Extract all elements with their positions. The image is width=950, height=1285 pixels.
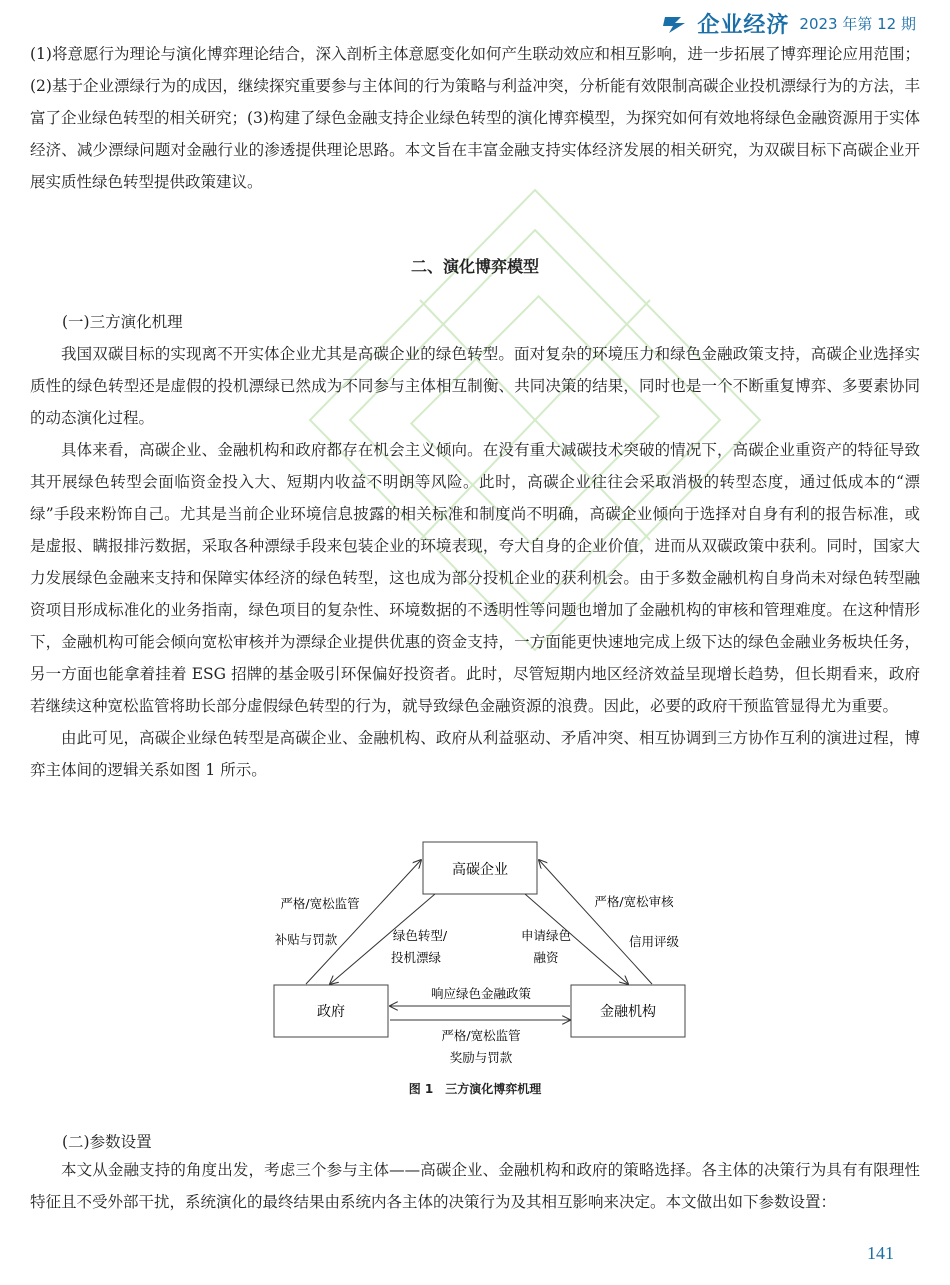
node-finance: 金融机构: [600, 1004, 656, 1020]
node-enterprise: 高碳企业: [452, 862, 508, 878]
intro-block: [30, 38, 920, 198]
subsection-1-body: [30, 338, 920, 786]
label-ent-to-gov-1: 绿色转型/: [392, 928, 448, 943]
body-paragraph-1: 我国双碳目标的实现离不开实体企业尤其是高碳企业的绿色转型。面对复杂的环境压力和绿色金融政策支持，高碳企业选择实质性的绿色转型还是虚假的投机漂绿已然成为不同参与主体相互制衡、共同决策的结果，同时也是一个不断重复博弈、多要素协同的动态演化过程。: [30, 345, 920, 427]
subsection-title-1: (一)三方演化机理: [62, 313, 183, 331]
label-gov-to-fin-2: 奖励与罚款: [449, 1050, 513, 1065]
label-ent-to-fin-2: 融资: [533, 950, 559, 965]
journal-issue: 2023 年第 12 期: [799, 15, 916, 33]
figure-1-diagram: [0, 828, 950, 1108]
label-gov-to-ent-2: 补贴与罚款: [274, 932, 338, 947]
page-number: 141: [867, 1243, 894, 1263]
section-title: 二、演化博弈模型: [410, 257, 539, 276]
label-gov-to-ent-1: 严格/宽松监管: [280, 896, 360, 911]
arrow-finance-to-enterprise: [539, 860, 652, 984]
label-ent-to-fin-1: 申请绿色: [520, 928, 572, 943]
label-fin-to-ent-2: 信用评级: [628, 934, 680, 949]
label-fin-to-ent-1: 严格/宽松审核: [594, 894, 674, 909]
journal-name: 企业经济: [697, 13, 790, 38]
subsection-2-body: [30, 1154, 920, 1218]
journal-header: [661, 8, 916, 39]
arrow-gov-to-enterprise: [306, 860, 421, 984]
label-gov-to-fin-1: 严格/宽松监管: [441, 1028, 521, 1043]
figure-caption: 图 1 三方演化博弈机理: [408, 1082, 542, 1096]
journal-logo-icon: [661, 13, 689, 35]
label-ent-to-gov-2: 投机漂绿: [390, 950, 442, 965]
node-government: 政府: [317, 1004, 345, 1020]
body-paragraph-4: 本文从金融支持的角度出发，考虑三个参与主体——高碳企业、金融机构和政府的策略选择。各主体的决策行为具有有限理性特征且不受外部干扰，系统演化的最终结果由系统内各主体的决策行为及其相互影响来决定。本文做出如下参数设置：: [30, 1161, 920, 1211]
subsection-title-2: (二)参数设置: [62, 1133, 152, 1151]
intro-paragraph: (1)将意愿行为理论与演化博弈理论结合，深入剖析主体意愿变化如何产生联动效应和相互影响，进一步拓展了博弈理论应用范围；(2)基于企业漂绿行为的成因，继续探究重要参与主体间的行为策略与利益冲突，分析能有效限制高碳企业投机漂绿行为的方法，丰富了企业绿色转型的相关研究；(3)构建了绿色金融支持企业绿色转型的演化博弈模型，为探究如何有效地将绿色金融资源用于实体经济、减少漂绿问题对金融行业的渗透提供理论思路。本文旨在丰富金融支持实体经济发展的相关研究，为双碳目标下高碳企业开展实质性绿色转型提供政策建议。: [30, 45, 920, 191]
label-fin-to-gov: 响应绿色金融政策: [430, 986, 532, 1001]
body-paragraph-2: 具体来看，高碳企业、金融机构和政府都存在机会主义倾向。在没有重大减碳技术突破的情况下，高碳企业重资产的特征导致其开展绿色转型会面临资金投入大、短期内收益不明朗等风险。此时，高碳企业往往会采取消极的转型态度，通过低成本的“漂绿”手段来粉饰自己。尤其是当前企业环境信息披露的相关标准和制度尚不明确，高碳企业倾向于选择对自身有利的报告标准，或是虚报、瞒报排污数据，采取各种漂绿手段来包装企业的环境表现，夸大自身的企业价值，进而从双碳政策中获利。同时，国家大力发展绿色金融来支持和保障实体经济的绿色转型，这也成为部分投机企业的获利机会。由于多数金融机构自身尚未对绿色转型融资项目形成标准化的业务指南，绿色项目的复杂性、环境数据的不透明性等问题也增加了金融机构的审核和管理难度。在这种情形下，金融机构可能会倾向宽松审核并为漂绿企业提供优惠的资金支持，一方面能更快速地完成上级下达的绿色金融业务板块任务，另一方面也能拿着挂着 ESG 招牌的基金吸引环保偏好投资者。此时，尽管短期内地区经济效益呈现增长趋势，但长期看来，政府若继续这种宽松监管将助长部分虚假绿色转型的行为，就导致绿色金融资源的浪费。因此，必要的政府干预监管显得尤为重要。: [30, 441, 920, 715]
body-paragraph-3: 由此可见，高碳企业绿色转型是高碳企业、金融机构、政府从利益驱动、矛盾冲突、相互协调到三方协作互利的演进过程，博弈主体间的逻辑关系如图 1 所示。: [30, 729, 920, 779]
